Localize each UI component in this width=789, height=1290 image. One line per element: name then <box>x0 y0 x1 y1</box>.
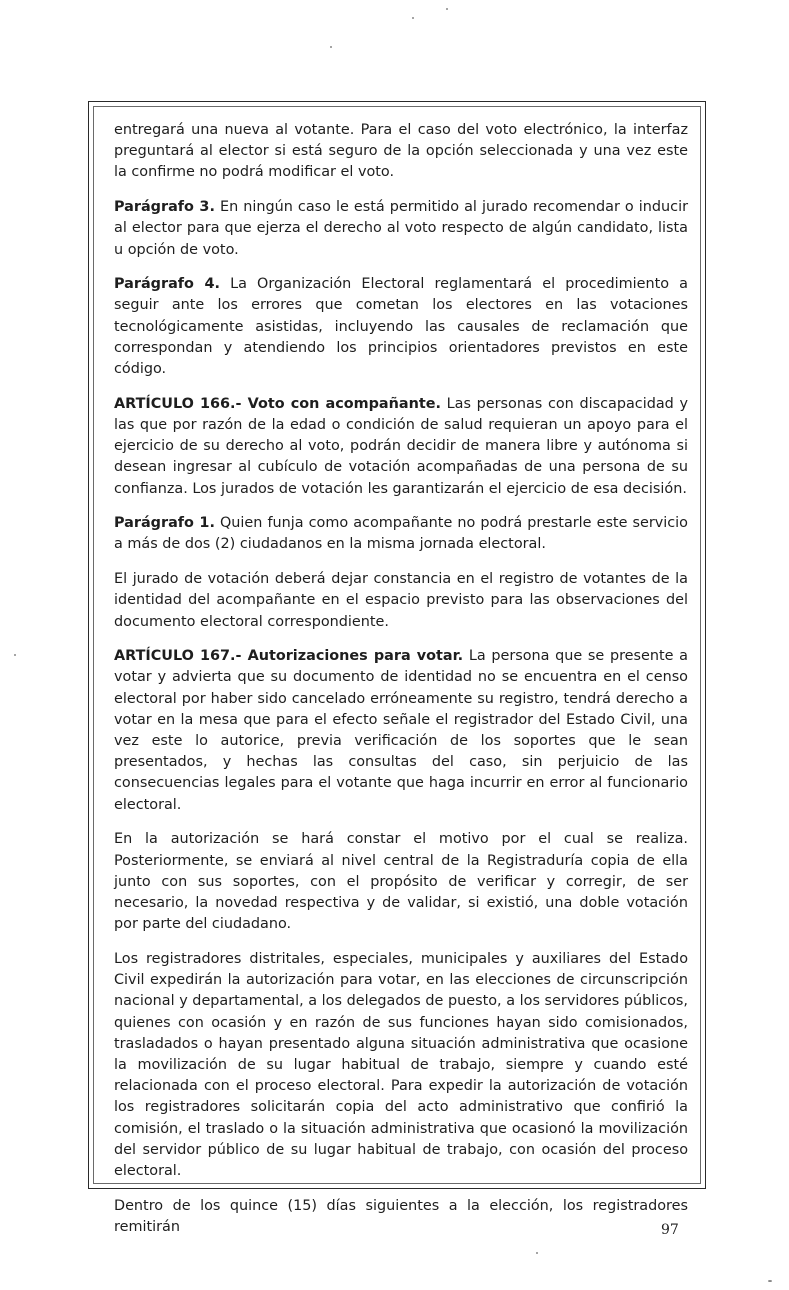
paragraph-lead: Parágrafo 4. <box>114 276 220 293</box>
scan-speck <box>330 46 332 48</box>
paragraph-lead: Parágrafo 1. <box>114 515 215 532</box>
scan-speck <box>536 1252 538 1254</box>
paragraph-text: Quien funja como acompañante no podrá prestarle este servicio a más de dos (2) ciudadanos en la misma jornada electoral. <box>114 515 688 553</box>
paragraph-text: La Organización Electoral reglamentará el procedimiento a seguir ante los errores que cometan los electores en las votaciones tecnológicamente asistidas, incluyendo las causales de reclamación que correspondan y atendiendo los principios orientadores previstos en este código. <box>114 276 688 378</box>
scan-speck <box>768 1280 772 1282</box>
scan-speck <box>446 8 448 10</box>
paragraph-quince-dias <box>114 1196 688 1238</box>
paragraph-text: Las personas con discapacidad y las que por razón de la edad o condición de salud requieran un apoyo para el ejercicio de su derecho al voto, podrán decidir de manera libre y autónoma si desean ingresar al cubículo de votación acompañadas de una persona de su confianza. Los jurados de votación les garantizarán el ejercicio de esa decisión. <box>114 395 688 497</box>
paragraph-text: El jurado de votación deberá dejar constancia en el registro de votantes de la identidad del acompañante en el espacio previsto para las observaciones del documento electoral correspondiente. <box>114 571 688 630</box>
paragraph-text: entregará una nueva al votante. Para el caso del voto electrónico, la interfaz preguntará al elector si está seguro de la opción seleccionada y una vez este la confirme no podrá modificar el voto. <box>114 122 688 181</box>
paragraph-text: En la autorización se hará constar el motivo por el cual se realiza. Posteriormente, se enviará al nivel central de la Registraduría copia de ella junto con sus soportes, con el propósito de verificar y corregir, de ser necesario, la novedad respectiva y de validar, si existió, una doble votación por parte del ciudadano. <box>114 831 688 933</box>
paragraph-continuation <box>114 120 688 184</box>
page-number: 97 <box>661 1222 679 1238</box>
paragraph-text: En ningún caso le está permitido al jurado recomendar o inducir al elector para que ejerza el derecho al voto respecto de algún candidato, lista u opción de voto. <box>114 199 688 258</box>
articulo-166 <box>114 394 688 500</box>
document-body <box>114 120 688 1252</box>
scan-speck <box>412 17 414 19</box>
paragraph-autorizacion <box>114 829 688 935</box>
paragraph-registradores <box>114 949 688 1182</box>
paragraph-text: Dentro de los quince (15) días siguientes a la elección, los registradores remitirán <box>114 1197 688 1235</box>
paragraph-text: Los registradores distritales, especiales, municipales y auxiliares del Estado Civil expedirán la autorización para votar, en las elecciones de circunscripción nacional y departamental, a los delegados de puesto, a los servidores públicos, quienes con ocasión y en razón de sus funciones hayan sido comisionados, trasladados o hayan presentado alguna situación administrativa que ocasione la movilización de su lugar habitual de trabajo, siempre y cuando esté relacionada con el proceso electoral. Para expedir la autorización de votación los registradores solicitarán copia del acto administrativo que confirió la comisión, el traslado o la situación administrativa que ocasionó la movilización del servidor público de su lugar habitual de trabajo, con ocasión del proceso electoral. <box>114 950 688 1179</box>
paragrafo-3 <box>114 197 688 261</box>
paragrafo-1 <box>114 513 688 555</box>
articulo-167 <box>114 646 688 816</box>
paragraph-lead: Parágrafo 3. <box>114 199 215 216</box>
article-heading: ARTÍCULO 167.- Autorizaciones para votar. <box>114 648 464 665</box>
scan-speck <box>14 654 16 656</box>
paragrafo-4 <box>114 274 688 380</box>
paragraph-text: La persona que se presente a votar y advierta que su documento de identidad no se encuentra en el censo electoral por haber sido cancelado erróneamente su registro, tendrá derecho a votar en la mesa que para el efecto señale el registrador del Estado Civil, una vez este lo autorice, previa verificación de los soportes que le sean presentados, y hechas las consultas del caso, sin perjuicio de las consecuencias legales para el votante que haga incurrir en error al funcionario electoral. <box>114 648 688 813</box>
paragraph-jurado <box>114 569 688 633</box>
article-heading: ARTÍCULO 166.- Voto con acompañante. <box>114 395 441 412</box>
